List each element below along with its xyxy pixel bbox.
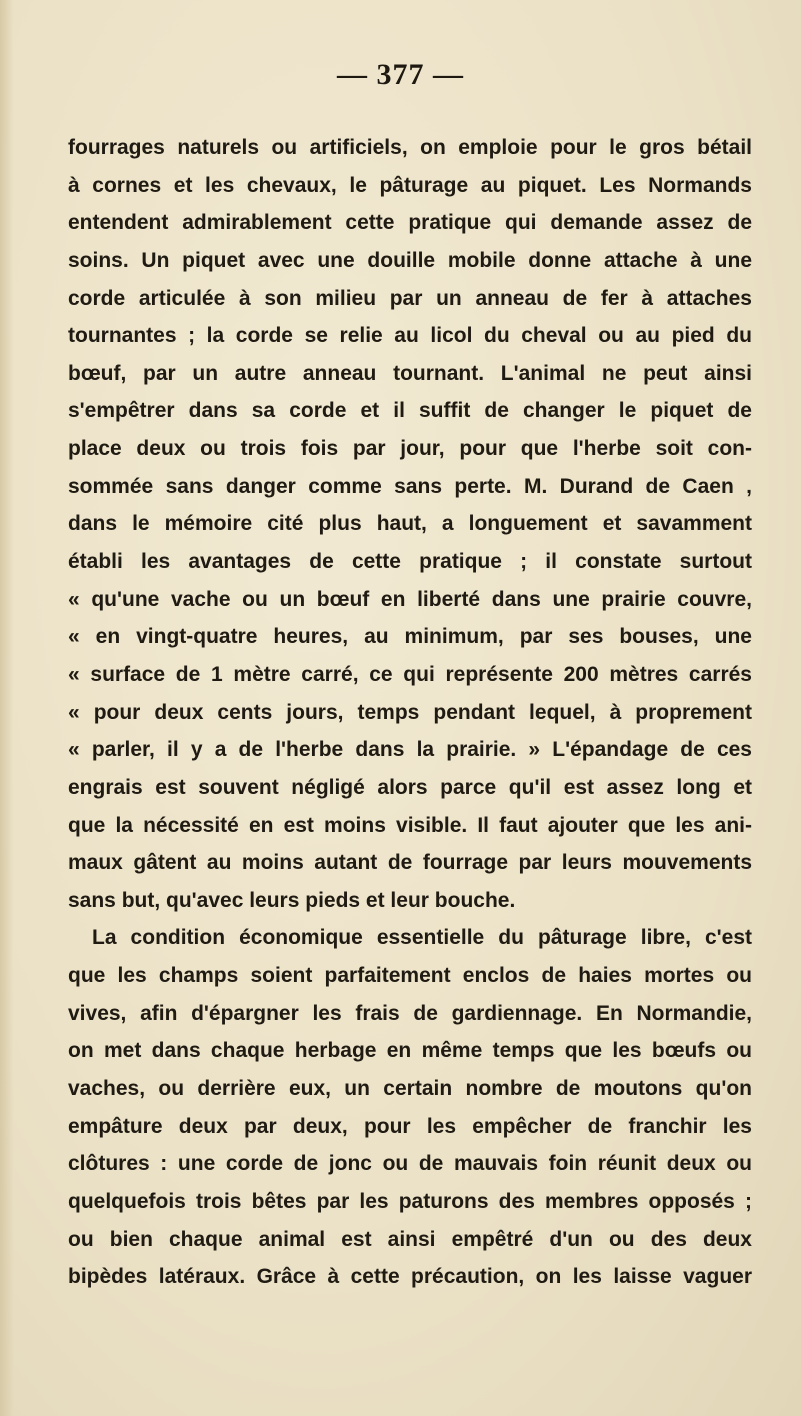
text-line: bipèdes latéraux. Grâce à cette précaution, on les laisse vaguer (68, 1265, 752, 1289)
text-line: que les champs soient parfaitement enclos de haies mortes ou (68, 964, 752, 988)
body-text (68, 129, 752, 1296)
text-line: fourrages naturels ou artificiels, on emploie pour le gros bétail (68, 136, 752, 159)
text-line: place deux ou trois fois par jour, pour que l'herbe soit con- (68, 437, 752, 461)
text-line: sans but, qu'avec leurs pieds et leur bouche. (68, 888, 516, 912)
text-line: que la nécessité en est moins visible. Il faut ajouter que les ani- (68, 813, 752, 837)
text-line: s'empêtrer dans sa corde et il suffit de changer le piquet de (68, 399, 752, 423)
page-edge-shadow (0, 0, 14, 1416)
text-line: engrais est souvent négligé alors parce qu'il est assez long et (68, 775, 752, 799)
text-line: entendent admirablement cette pratique qui demande assez de (68, 211, 752, 235)
text-line: « pour deux cents jours, temps pendant lequel, à proprement (68, 700, 752, 724)
text-line: clôtures : une corde de jonc ou de mauvais foin réunit deux ou (68, 1152, 752, 1176)
text-line: « qu'une vache ou un bœuf en liberté dans une prairie couvre, (68, 587, 752, 611)
text-line: soins. Un piquet avec une douille mobile donne attache à une (68, 248, 752, 272)
text-line: sommée sans danger comme sans perte. M. Durand de Caen , (68, 474, 752, 498)
text-line: « surface de 1 mètre carré, ce qui représente 200 mètres carrés (68, 662, 752, 686)
text-line: maux gâtent au moins autant de fourrage par leurs mouvements (68, 851, 752, 875)
text-line: tournantes ; la corde se relie au licol du cheval ou au pied du (68, 324, 752, 348)
text-line: « en vingt-quatre heures, au minimum, par ses bouses, une (68, 625, 752, 649)
page-number: — 377 — (337, 58, 464, 91)
text-line: à cornes et les chevaux, le pâturage au piquet. Les Normands (68, 173, 752, 197)
text-line: bœuf, par un autre anneau tournant. L'animal ne peut ainsi (68, 361, 752, 385)
text-line: ou bien chaque animal est ainsi empêtré d'un ou des deux (68, 1227, 752, 1251)
text-line: corde articulée à son milieu par un anneau de fer à attaches (68, 286, 752, 310)
text-line: on met dans chaque herbage en même temps que les bœufs ou (68, 1039, 752, 1063)
text-line: établi les avantages de cette pratique ; il constate surtout (68, 550, 752, 574)
text-line: vives, afin d'épargner les frais de gardiennage. En Normandie, (68, 1001, 752, 1025)
text-line: dans le mémoire cité plus haut, a longuement et savamment (68, 512, 752, 536)
text-line: empâture deux par deux, pour les empêcher de franchir les (68, 1114, 752, 1138)
text-line: « parler, il y a de l'herbe dans la prairie. » L'épandage de ces (68, 738, 752, 762)
text-line: vaches, ou derrière eux, un certain nombre de moutons qu'on (68, 1077, 752, 1101)
text-line: quelquefois trois bêtes par les paturons des membres opposés ; (68, 1189, 752, 1213)
text-line: La condition économique essentielle du pâturage libre, c'est (92, 926, 752, 950)
